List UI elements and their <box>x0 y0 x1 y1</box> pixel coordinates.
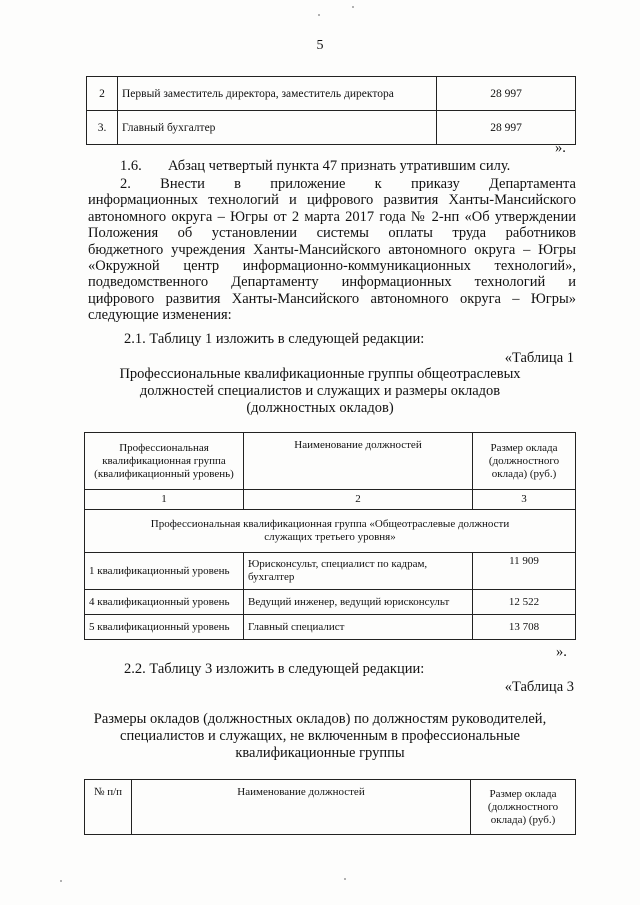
header-numbers-row <box>85 490 576 510</box>
item-2-paragraph <box>88 176 576 324</box>
scan-speck <box>344 878 346 880</box>
row-number: 3. <box>87 111 118 145</box>
top-salary-table <box>86 76 576 145</box>
paragraph-line: «Окружной центр информационно-коммуникационных технологий», <box>88 258 576 275</box>
salary-value: 12 522 <box>473 590 576 615</box>
salary-value: 28 997 <box>437 77 576 111</box>
title-line: специалистов и служащих, не включенным в профессиональные <box>120 728 520 744</box>
group-title: Профессиональная квалификационная группа «Общеотраслевые должности служащих третьего уровня» <box>85 510 576 553</box>
table-header-row <box>85 780 576 835</box>
paragraph-line: цифрового развития Ханты-Мансийского автономного округа – Югры» <box>88 290 576 307</box>
group-row <box>85 510 576 553</box>
title-line: Профессиональные квалификационные группы общеотраслевых <box>119 366 521 382</box>
item-1-6-text: Абзац четвертый пункта 47 признать утратившим силу. <box>168 158 511 174</box>
scan-speck <box>318 14 320 16</box>
qualification-level: 5 квалификационный уровень <box>85 615 244 640</box>
column-header: № п/п <box>85 780 132 835</box>
table-1-title <box>60 366 580 417</box>
closing-quote: ». <box>556 644 567 660</box>
position-name: Главный бухгалтер <box>118 111 437 145</box>
table-row <box>87 77 576 111</box>
qualification-level: 1 квалификационный уровень <box>85 553 244 590</box>
column-number: 3 <box>473 490 576 510</box>
table-row <box>85 590 576 615</box>
paragraph-line: информационных технологий и цифрового развития Ханты-Мансийского <box>88 192 576 209</box>
salary-value: 28 997 <box>437 111 576 145</box>
table-3-title <box>60 711 580 762</box>
paragraph-line: автономного округа – Югры от 2 марта 2017 года № 2-нп «Об утверждении <box>88 208 576 225</box>
table-3-label: «Таблица 3 <box>504 679 574 695</box>
qualification-level: 4 квалификационный уровень <box>85 590 244 615</box>
column-header: Размер оклада (должностного оклада) (руб.) <box>471 780 576 835</box>
column-header: Наименование должностей <box>132 780 471 835</box>
column-header: Размер оклада (должностного оклада) (руб.) <box>473 433 576 490</box>
positions: Главный специалист <box>244 615 473 640</box>
title-line: квалификационные группы <box>235 745 405 761</box>
column-header: Профессиональная квалификационная группа (квалификационный уровень) <box>85 433 244 490</box>
table-header-row <box>85 433 576 490</box>
positions: Юрисконсульт, специалист по кадрам, бухгалтер <box>244 553 473 590</box>
column-number: 1 <box>85 490 244 510</box>
positions: Ведущий инженер, ведущий юрисконсульт <box>244 590 473 615</box>
item-2-1-text: 2.1. Таблицу 1 изложить в следующей редакции: <box>124 331 425 347</box>
title-line: Размеры окладов (должностных окладов) по должностям руководителей, <box>93 711 547 727</box>
closing-quote: ». <box>555 140 566 156</box>
paragraph-line: Положения об установлении системы оплаты труда работников <box>88 225 576 242</box>
title-line: должностей специалистов и служащих и размеры окладов <box>139 383 501 399</box>
page-number: 5 <box>316 38 324 53</box>
column-header: Наименование должностей <box>244 433 473 490</box>
table-row <box>87 111 576 145</box>
table-1-label: «Таблица 1 <box>504 350 574 366</box>
paragraph-line: подведомственного Департаменту информационных технологий и <box>88 274 576 291</box>
salary-value: 11 909 <box>473 553 576 590</box>
paragraph-line: 2. Внести в приложение к приказу Департамента <box>120 176 576 192</box>
salary-value: 13 708 <box>473 615 576 640</box>
table-1 <box>84 432 576 640</box>
row-number: 2 <box>87 77 118 111</box>
paragraph-line: следующие изменения: <box>88 307 232 324</box>
item-2-2-text: 2.2. Таблицу 3 изложить в следующей редакции: <box>124 661 425 677</box>
scan-speck <box>352 6 354 8</box>
table-row <box>85 553 576 590</box>
item-1-6-number: 1.6. <box>120 158 142 174</box>
paragraph-line: бюджетного учреждения Ханты-Мансийского автономного округа – Югры <box>88 241 576 258</box>
title-line: (должностных окладов) <box>246 400 394 416</box>
column-number: 2 <box>244 490 473 510</box>
table-3 <box>84 779 576 835</box>
position-name: Первый заместитель директора, заместитель директора <box>118 77 437 111</box>
scan-speck <box>60 880 62 882</box>
table-row <box>85 615 576 640</box>
